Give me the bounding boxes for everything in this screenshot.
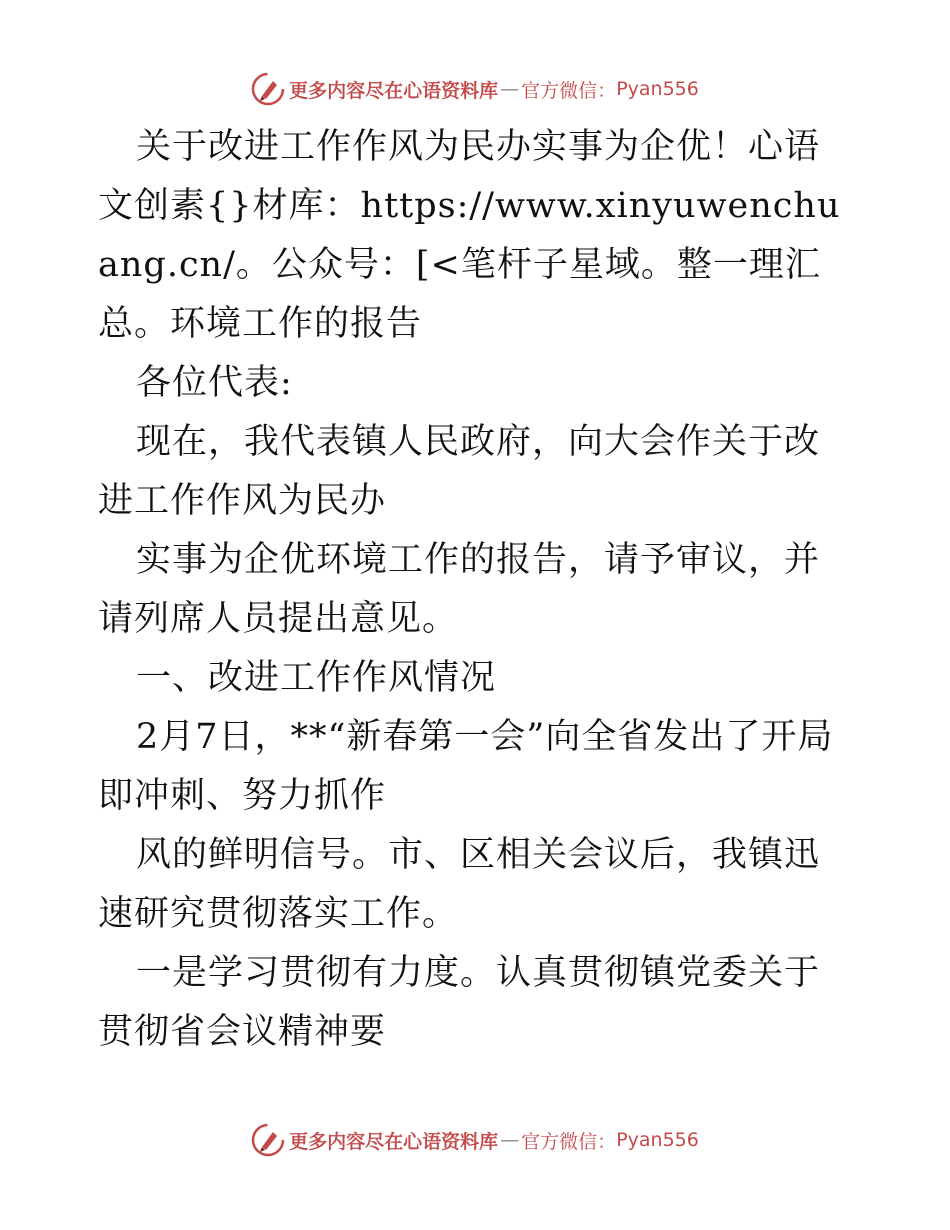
paragraph: 风的鲜明信号。市、区相关会议后，我镇迅速研究贯彻落实工作。 [98,835,821,934]
banner-dash: — [500,78,520,100]
banner-dash: — [500,1129,520,1151]
pen-nib-logo-icon [251,72,285,106]
section-heading: 一、改进工作作风情况 [136,658,497,698]
banner-account-label: 官方微信： [521,1130,617,1153]
paragraph-salutation: 各位代表: [136,363,293,403]
banner-account-label: 官方微信： [521,79,617,102]
pen-nib-logo-icon [251,1123,285,1157]
banner-account-id: Pyan556 [616,1129,699,1151]
banner-slogan: 更多内容尽在心语资料库 [289,79,499,102]
paragraph-title: 关于改进工作作风为民办实事为企优！心语文创素{}材库：https://www.xinyuwenchuang.cn/。公众号：[<笔杆子星域。整一理汇总。环境工作的报告 [98,127,841,344]
paragraph: 一是学习贯彻有力度。认真贯彻镇党委关于贯彻省会议精神要 [98,953,821,1052]
footer-banner [0,1123,950,1157]
paragraph: 2月7日，**“新春第一会”向全省发出了开局即冲刺、努力抓作 [98,717,834,816]
paragraph: 实事为企优环境工作的报告，请予审议，并请列席人员提出意见。 [98,540,821,639]
header-banner [0,72,950,106]
paragraph: 现在，我代表镇人民政府，向大会作关于改进工作作风为民办 [98,422,821,521]
banner-account-id: Pyan556 [616,78,699,100]
banner-slogan: 更多内容尽在心语资料库 [289,1130,499,1153]
document-body [98,118,854,1062]
